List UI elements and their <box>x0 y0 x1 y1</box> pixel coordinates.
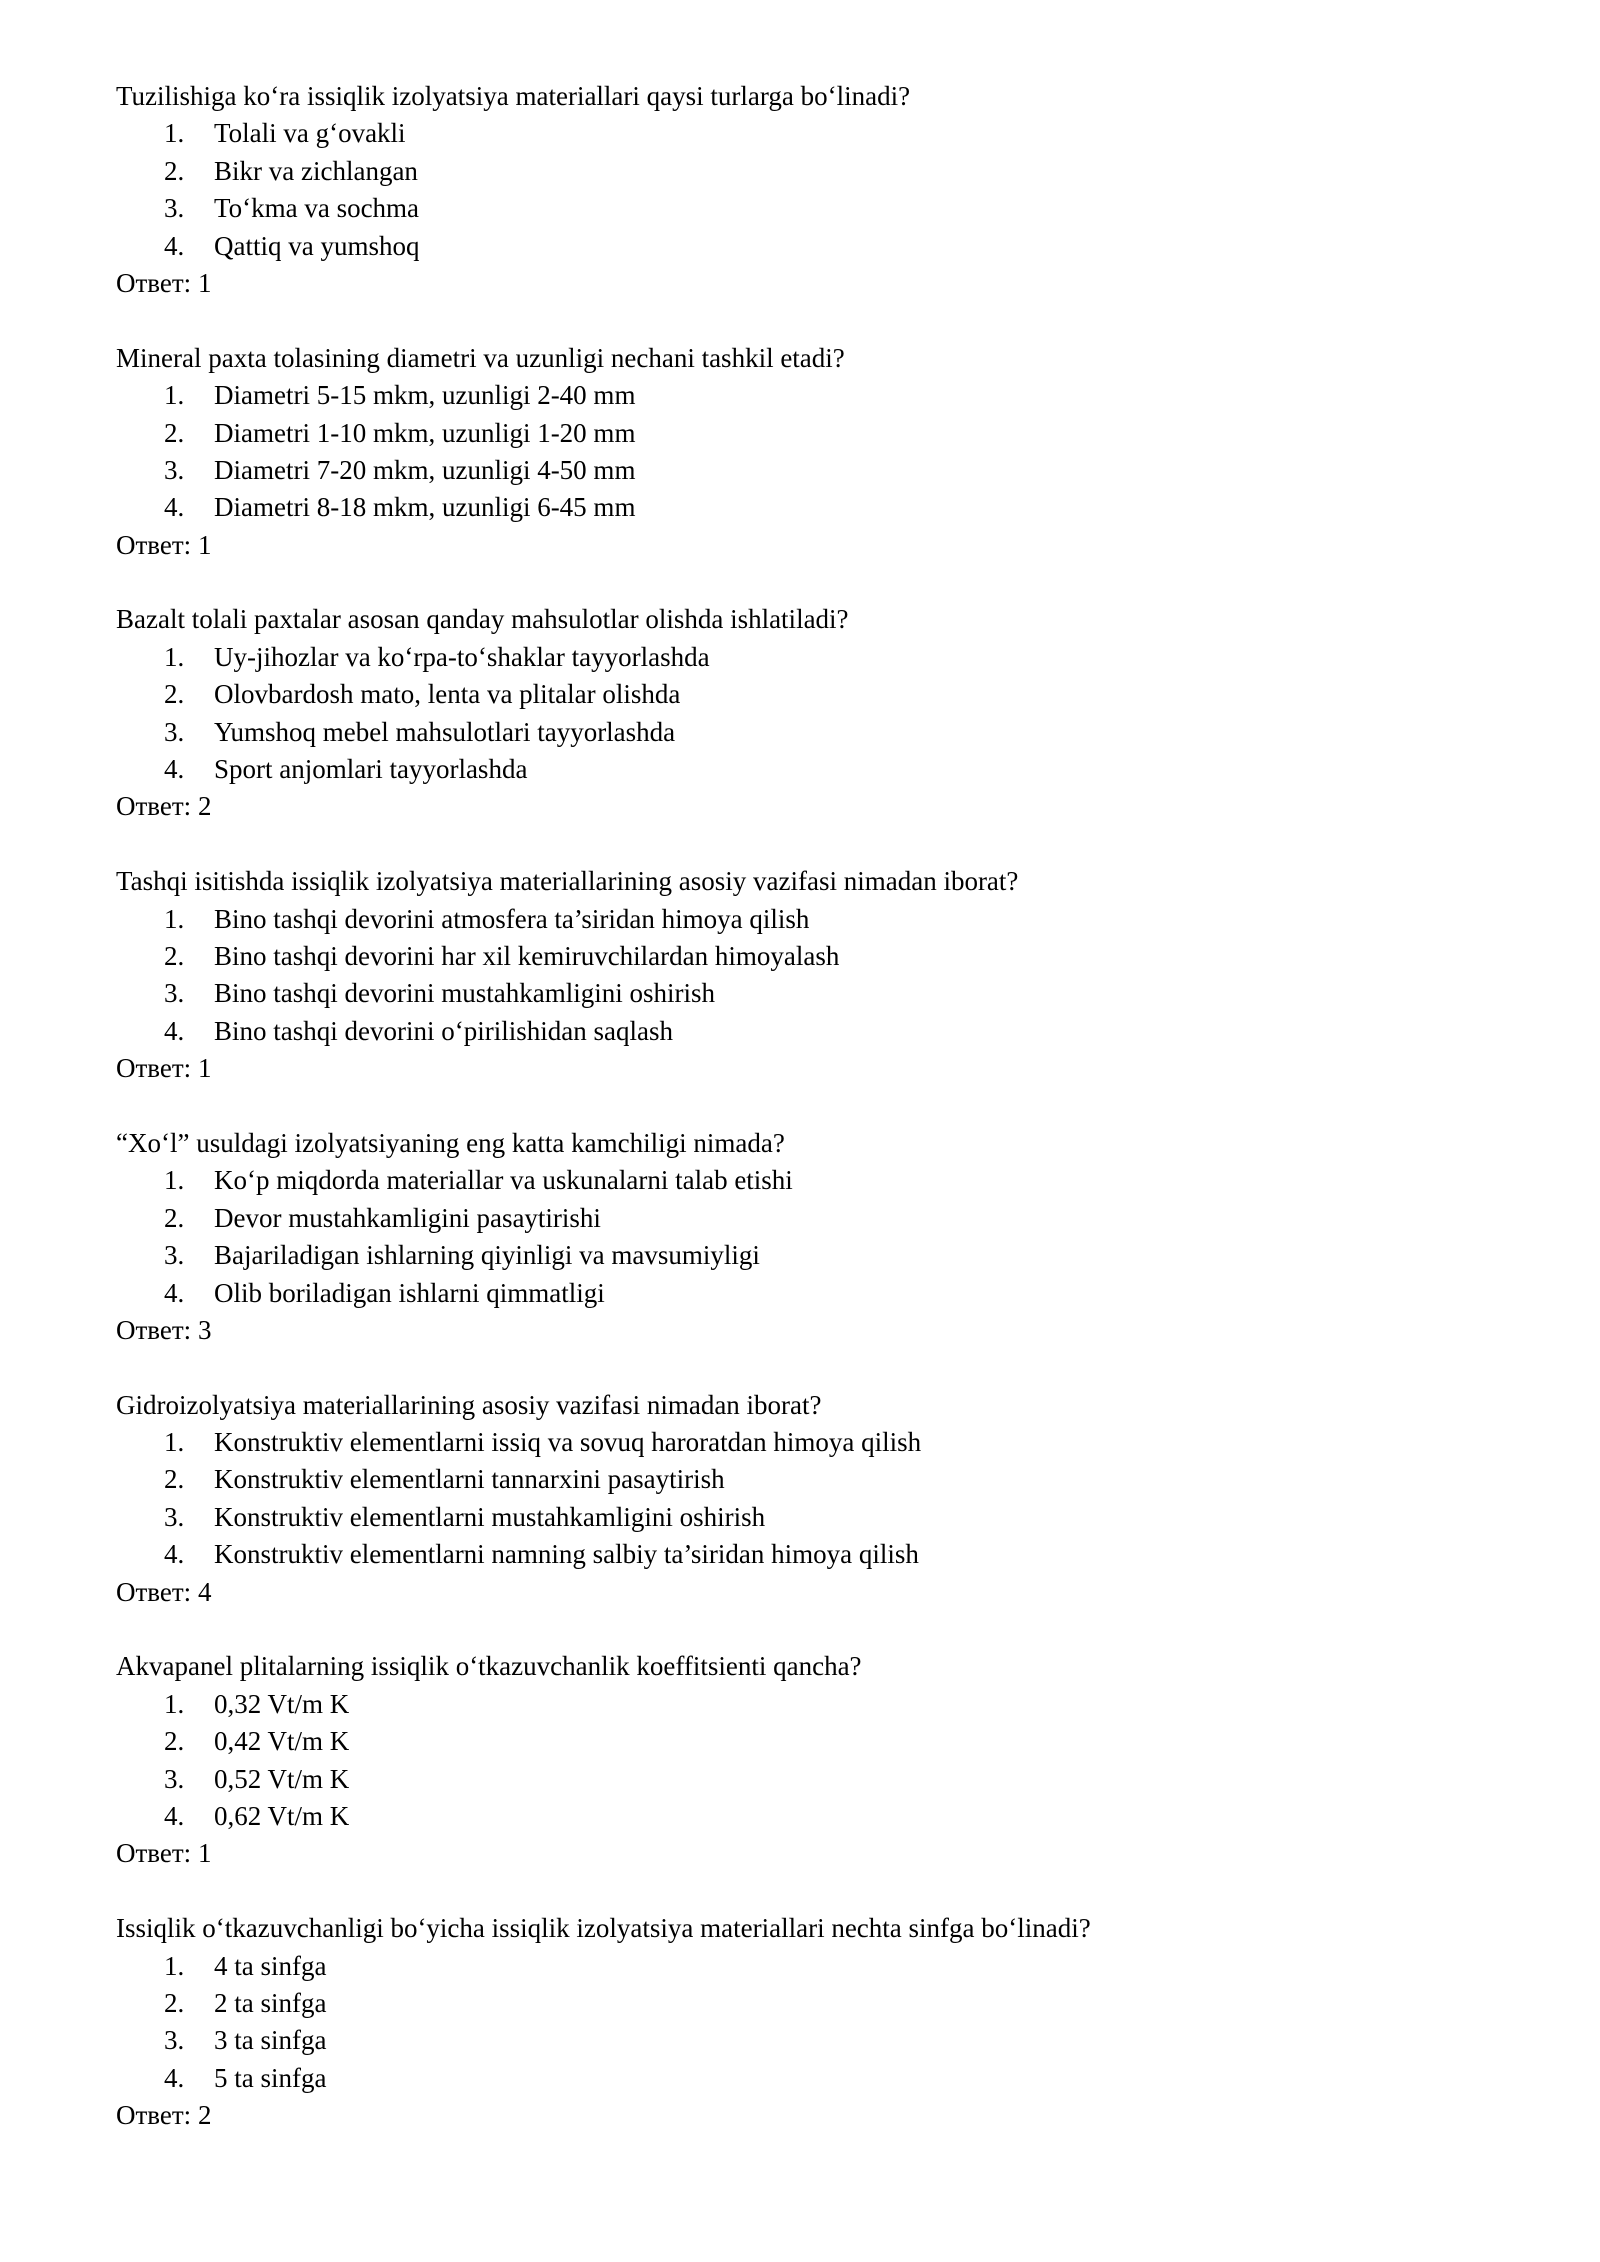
option-number: 3. <box>164 1240 185 1271</box>
question-block <box>116 340 1556 564</box>
option-text: Bino tashqi devorini atmosfera ta’siridan himoya qilish <box>214 903 810 934</box>
option-number: 3. <box>164 978 185 1009</box>
option-item <box>116 1723 1556 1760</box>
answer-value: 2 <box>197 791 212 822</box>
option-number: 3. <box>164 454 185 485</box>
option-text: Bajariladigan ishlarning qiyinligi va mavsumiyligi <box>214 1240 760 1271</box>
option-number: 2. <box>164 417 185 448</box>
answer-line <box>116 1574 1556 1611</box>
option-item <box>116 1424 1556 1461</box>
option-number: 1. <box>164 903 185 934</box>
question-block <box>116 1387 1556 1611</box>
option-text: Diametri 7-20 mkm, uzunligi 4-50 mm <box>214 454 636 485</box>
option-number: 2. <box>164 940 185 971</box>
question-text: Akvapanel plitalarning issiqlik o‘tkazuvchanlik koeffitsienti qancha? <box>116 1651 862 1682</box>
option-text: Konstruktiv elementlarni tannarxini pasaytirish <box>214 1464 725 1495</box>
option-text: Ko‘p miqdorda materiallar va uskunalarni talab etishi <box>214 1165 793 1196</box>
option-number: 1. <box>164 1165 185 1196</box>
question-text: Issiqlik o‘tkazuvchanligi bo‘yicha issiqlik izolyatsiya materiallari nechta sinfga bo‘linadi? <box>116 1913 1091 1944</box>
question-block <box>116 601 1556 825</box>
answer-value: 1 <box>197 1053 212 1084</box>
option-text: 0,32 Vt/m K <box>214 1688 350 1719</box>
option-item <box>116 190 1556 227</box>
option-number: 2. <box>164 1202 185 1233</box>
option-item <box>116 452 1556 489</box>
option-item <box>116 1761 1556 1798</box>
answer-label: Ответ: <box>116 2100 192 2131</box>
option-item <box>116 714 1556 751</box>
option-item <box>116 901 1556 938</box>
option-item <box>116 489 1556 526</box>
answer-label: Ответ: <box>116 1314 192 1345</box>
option-text: 0,42 Vt/m K <box>214 1726 350 1757</box>
option-text: Tolali va g‘ovakli <box>214 118 406 149</box>
option-item <box>116 2060 1556 2097</box>
option-item <box>116 975 1556 1012</box>
option-item <box>116 377 1556 414</box>
option-number: 4. <box>164 2062 185 2093</box>
option-item <box>116 228 1556 265</box>
answer-line <box>116 1312 1556 1349</box>
option-text: 0,62 Vt/m K <box>214 1800 350 1831</box>
answer-label: Ответ: <box>116 529 192 560</box>
option-text: 3 ta sinfga <box>214 2025 327 2056</box>
question-block <box>116 863 1556 1087</box>
option-item <box>116 1985 1556 2022</box>
option-number: 2. <box>164 1726 185 1757</box>
question-text: Bazalt tolali paxtalar asosan qanday mahsulotlar olishda ishlatiladi? <box>116 604 849 635</box>
answer-line <box>116 1835 1556 1872</box>
option-text: Bino tashqi devorini o‘pirilishidan saqlash <box>214 1015 673 1046</box>
option-text: 0,52 Vt/m K <box>214 1763 350 1794</box>
option-number: 3. <box>164 193 185 224</box>
option-number: 1. <box>164 118 185 149</box>
answer-line <box>116 1050 1556 1087</box>
answer-line <box>116 527 1556 564</box>
option-number: 2. <box>164 1464 185 1495</box>
option-number: 4. <box>164 754 185 785</box>
option-number: 2. <box>164 155 185 186</box>
option-text: Sport anjomlari tayyorlashda <box>214 754 528 785</box>
option-item <box>116 153 1556 190</box>
option-text: Uy-jihozlar va ko‘rpa-to‘shaklar tayyorlashda <box>214 641 710 672</box>
answer-line <box>116 2097 1556 2134</box>
option-text: Konstruktiv elementlarni mustahkamligini oshirish <box>214 1501 766 1532</box>
option-item <box>116 1499 1556 1536</box>
option-number: 3. <box>164 1501 185 1532</box>
question-block <box>116 1910 1556 2134</box>
option-number: 3. <box>164 1763 185 1794</box>
option-number: 1. <box>164 641 185 672</box>
option-number: 2. <box>164 679 185 710</box>
option-text: Devor mustahkamligini pasaytirishi <box>214 1202 601 1233</box>
option-item <box>116 751 1556 788</box>
option-item <box>116 1948 1556 1985</box>
option-item <box>116 1237 1556 1274</box>
answer-line <box>116 265 1556 302</box>
option-text: Bino tashqi devorini mustahkamligini oshirish <box>214 978 715 1009</box>
option-number: 2. <box>164 1987 185 2018</box>
option-number: 1. <box>164 1427 185 1458</box>
option-number: 4. <box>164 1800 185 1831</box>
option-item <box>116 639 1556 676</box>
option-text: Olib boriladigan ishlarni qimmatligi <box>214 1277 605 1308</box>
option-item <box>116 1686 1556 1723</box>
answer-value: 1 <box>197 529 212 560</box>
option-item <box>116 1275 1556 1312</box>
option-item <box>116 1162 1556 1199</box>
answer-value: 1 <box>197 1838 212 1869</box>
question-text: Tuzilishiga ko‘ra issiqlik izolyatsiya materiallari qaysi turlarga bo‘linadi? <box>116 81 911 111</box>
option-text: Bikr va zichlangan <box>214 155 418 186</box>
option-item <box>116 1536 1556 1573</box>
option-number: 4. <box>164 230 185 261</box>
option-item <box>116 676 1556 713</box>
answer-label: Ответ: <box>116 267 192 298</box>
option-item <box>116 415 1556 452</box>
option-number: 1. <box>164 380 185 411</box>
option-text: Yumshoq mebel mahsulotlari tayyorlashda <box>214 716 676 747</box>
answer-label: Ответ: <box>116 1576 192 1607</box>
option-item <box>116 115 1556 152</box>
option-item <box>116 1200 1556 1237</box>
question-text: Gidroizolyatsiya materiallarining asosiy vazifasi nimadan iborat? <box>116 1389 822 1420</box>
option-text: Diametri 1-10 mkm, uzunligi 1-20 mm <box>214 417 636 448</box>
answer-label: Ответ: <box>116 1838 192 1869</box>
answer-label: Ответ: <box>116 1053 192 1084</box>
option-text: Qattiq va yumshoq <box>214 230 420 261</box>
option-item <box>116 2022 1556 2059</box>
option-text: 5 ta sinfga <box>214 2062 327 2093</box>
question-block <box>116 1648 1556 1872</box>
option-number: 4. <box>164 1539 185 1570</box>
option-number: 4. <box>164 492 185 523</box>
option-number: 3. <box>164 716 185 747</box>
option-item <box>116 938 1556 975</box>
option-text: To‘kma va sochma <box>214 193 420 224</box>
option-text: Diametri 5-15 mkm, uzunligi 2-40 mm <box>214 380 636 411</box>
option-item <box>116 1798 1556 1835</box>
option-item <box>116 1013 1556 1050</box>
question-text: Mineral paxta tolasining diametri va uzunligi nechani tashkil etadi? <box>116 342 845 373</box>
question-block <box>116 1125 1556 1349</box>
question-text: “Xo‘l” usuldagi izolyatsiyaning eng katta kamchiligi nimada? <box>116 1127 785 1158</box>
option-item <box>116 1461 1556 1498</box>
option-text: Konstruktiv elementlarni issiq va sovuq haroratdan himoya qilish <box>214 1427 922 1458</box>
option-text: Bino tashqi devorini har xil kemiruvchilardan himoyalash <box>214 940 840 971</box>
answer-value: 4 <box>197 1576 212 1607</box>
option-text: Konstruktiv elementlarni namning salbiy ta’siridan himoya qilish <box>214 1539 919 1570</box>
answer-value: 2 <box>197 2100 212 2131</box>
option-text: 2 ta sinfga <box>214 1987 327 2018</box>
option-number: 4. <box>164 1015 185 1046</box>
option-number: 3. <box>164 2025 185 2056</box>
option-number: 1. <box>164 1950 185 1981</box>
answer-value: 3 <box>197 1314 212 1345</box>
option-number: 4. <box>164 1277 185 1308</box>
answer-label: Ответ: <box>116 791 192 822</box>
answer-value: 1 <box>197 267 212 298</box>
question-text: Tashqi isitishda issiqlik izolyatsiya materiallarining asosiy vazifasi nimadan iborat? <box>116 866 1019 897</box>
answer-line <box>116 788 1556 825</box>
question-list <box>116 78 1556 2172</box>
option-number: 1. <box>164 1688 185 1719</box>
option-text: Diametri 8-18 mkm, uzunligi 6-45 mm <box>214 492 636 523</box>
question-block <box>116 78 1556 302</box>
option-text: 4 ta sinfga <box>214 1950 327 1981</box>
option-text: Olovbardosh mato, lenta va plitalar olishda <box>214 679 681 710</box>
